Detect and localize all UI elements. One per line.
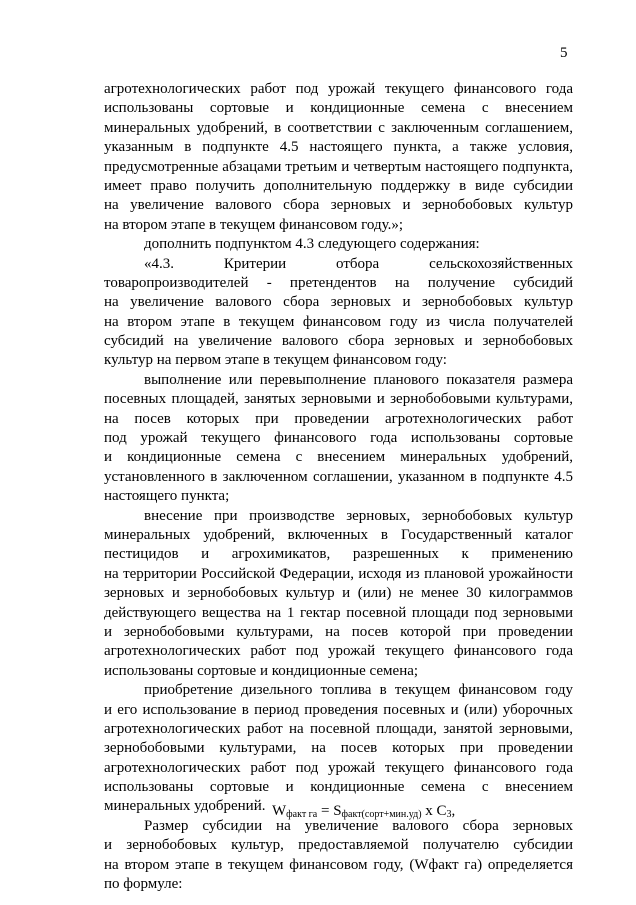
text-line: пестицидов и агрохимикатов, разрешенных к применению — [104, 546, 573, 563]
text-line: выполнение или перевыполнение планового показателя размера — [144, 371, 573, 388]
text-line: внесение при производстве зерновых, зернобобовых культур — [144, 507, 573, 524]
text-line: дополнить подпунктом 4.3 следующего содержания: — [144, 236, 480, 253]
text-line: на территории Российской Федерации, исходя из плановой урожайности — [104, 565, 573, 582]
subsidy-formula — [272, 802, 455, 824]
text-line: установленного в заключенном соглашении, указанном в подпункте 4.5 — [104, 468, 573, 485]
formula-s: S — [333, 803, 342, 819]
text-line: товаропроизводителей - претендентов на получение субсидий — [104, 274, 573, 291]
text-line: агротехнологических работ под урожай текущего финансового года — [104, 81, 573, 97]
text-line: на втором этапе в текущем финансовом году.»; — [104, 216, 404, 233]
text-line: посевных площадей, занятых зерновыми и зернобобовыми культурами, — [104, 391, 573, 408]
text-line: минеральных удобрений, в соответствии с заключенным соглашением, — [104, 119, 573, 136]
text-line: на увеличение валового сбора зерновых и зернобобовых культур — [104, 197, 573, 214]
formula-times-c: х С — [421, 803, 447, 819]
text-line: и зернобобовых культур, предоставляемой получателю субсидии — [104, 837, 573, 854]
text-line: предусмотренные абзацами третьим и четвертым настоящего подпункта, — [104, 158, 573, 175]
text-line: зерновых и зернобобовых культур и (или) не менее 30 килограммов — [104, 585, 573, 602]
formula-s-subscript: факт(сорт+мин.уд) — [341, 809, 422, 820]
text-line: и кондиционные семена с внесением минеральных удобрений, — [104, 449, 573, 466]
formula-equals: = — [317, 803, 334, 819]
text-line: действующего вещества на 1 гектар посевной площади под зерновыми — [104, 604, 573, 621]
text-line: использованы сортовые и кондиционные семена с внесением — [104, 779, 573, 796]
text-line: «4.3. Критерии отбора сельскохозяйственных — [144, 255, 573, 272]
text-line: по формуле: — [104, 876, 183, 893]
text-line: на втором этапе в текущем финансовом году, (Wфакт га) определяется — [104, 856, 573, 873]
text-line: агротехнологических работ на посевной площади, занятой зерновыми, — [104, 720, 573, 737]
text-line: имеет право получить дополнительную поддержку в виде субсидии — [104, 177, 573, 194]
text-line: использованы сортовые и кондиционные семена; — [104, 662, 419, 679]
text-line: Размер субсидии на увеличение валового сбора зерновых — [144, 817, 573, 834]
text-line: культур на первом этапе в текущем финансовом году: — [104, 352, 447, 369]
formula-comma: , — [451, 803, 456, 819]
page-number: 5 — [560, 45, 568, 61]
text-line: зернобобовыми культурами, на посев которых при проведении — [104, 740, 573, 757]
text-line: и его использование в период проведения посевных и (или) уборочных — [104, 701, 573, 718]
text-line: использованы сортовые и кондиционные семена с внесением — [104, 100, 573, 117]
text-line: под урожай текущего финансового года использованы сортовые — [104, 430, 573, 447]
text-line: минеральных удобрений, включенных в Государственный каталог — [104, 526, 573, 543]
text-line: и зернобобовыми культурами, на посев которой при проведении — [104, 623, 573, 640]
text-line: настоящего пункта; — [104, 488, 230, 505]
text-line: субсидий на увеличение валового сбора зерновых и зернобобовых — [104, 333, 573, 350]
text-line: минеральных удобрений. — [104, 798, 266, 815]
text-line: агротехнологических работ под урожай текущего финансового года — [104, 643, 573, 660]
text-line: на посев которых при проведении агротехнологических работ — [104, 410, 573, 427]
text-line: агротехнологических работ под урожай текущего финансового года — [104, 759, 573, 776]
formula-w-subscript: факт га — [286, 809, 318, 820]
document-body — [104, 80, 573, 894]
text-line: на увеличение валового сбора зерновых и зернобобовых культур — [104, 294, 573, 311]
text-line: на втором этапе в текущем финансовом году из числа получателей — [104, 313, 573, 330]
formula-w: W — [272, 803, 287, 819]
formula-c-subscript: 3 — [446, 809, 452, 820]
text-line: указанным в подпункте 4.5 настоящего пункта, а также условия, — [104, 139, 573, 156]
text-line: приобретение дизельного топлива в текущем финансовом году — [144, 682, 573, 699]
